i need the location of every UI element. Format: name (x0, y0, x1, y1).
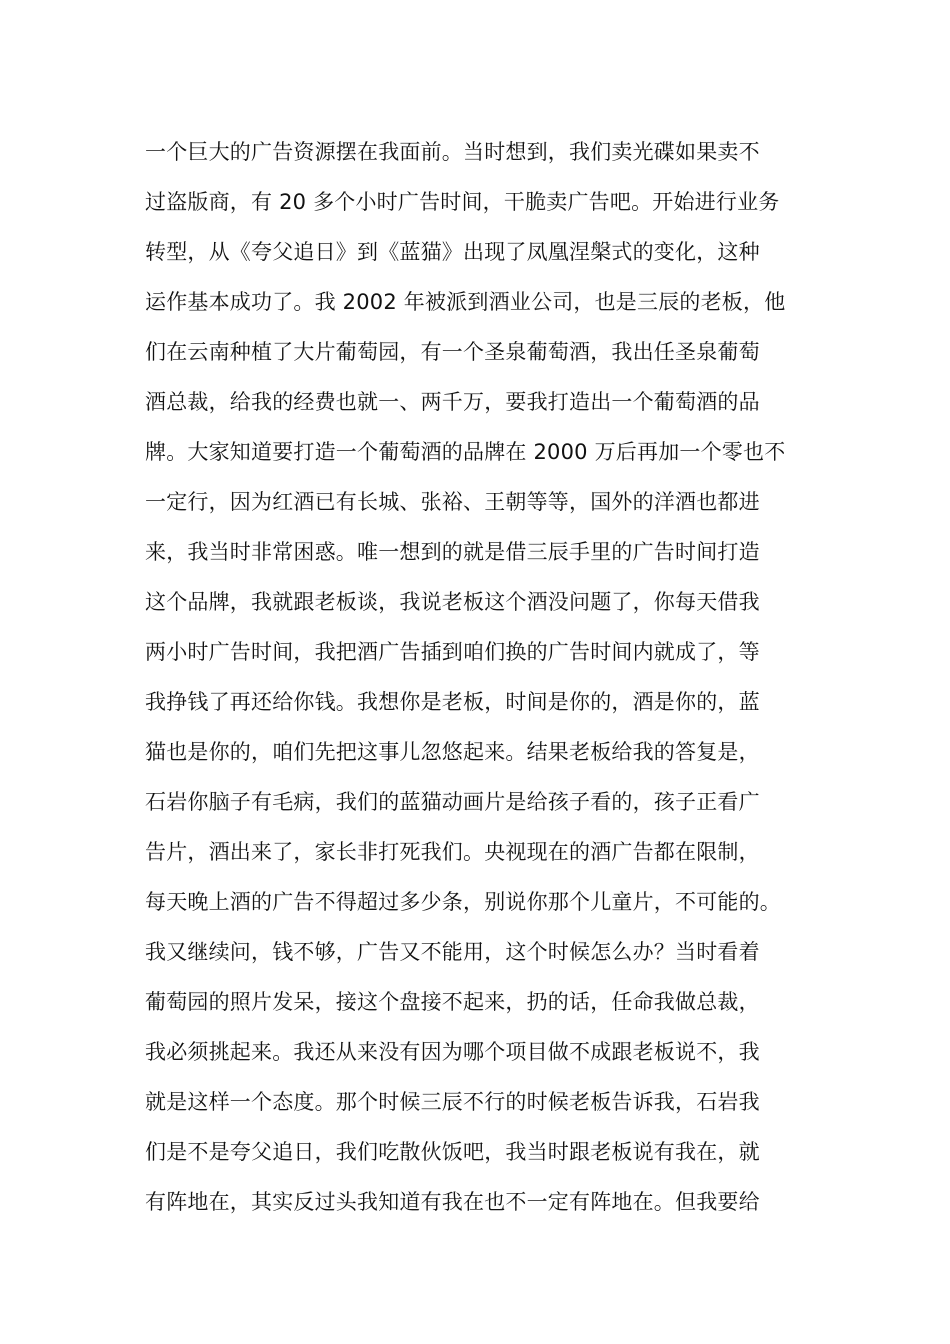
text-line: 两小时广告时间，我把酒广告插到咱们换的广告时间内就成了，等 (145, 640, 760, 664)
text-line: 我又继续问，钱不够，广告又不能用，这个时候怎么办？当时看着 (145, 940, 760, 964)
body-text (145, 134, 845, 1234)
text-line: 一定行，因为红酒已有长城、张裕、王朝等等，国外的洋酒也都进 (145, 490, 760, 514)
text-line: 有阵地在，其实反过头我知道有我在也不一定有阵地在。但我要给 (145, 1190, 760, 1214)
text-line: 就是这样一个态度。那个时候三辰不行的时候老板告诉我，石岩我 (145, 1090, 760, 1114)
text-line: 石岩你脑子有毛病，我们的蓝猫动画片是给孩子看的，孩子正看广 (145, 790, 760, 814)
text-line: 葡萄园的照片发呆，接这个盘接不起来，扔的话，任命我做总裁， (145, 990, 760, 1014)
text-line: 告片，酒出来了，家长非打死我们。央视现在的酒广告都在限制， (145, 840, 760, 864)
text-line: 一个巨大的广告资源摆在我面前。当时想到，我们卖光碟如果卖不 (145, 140, 760, 164)
text-line: 们在云南种植了大片葡萄园，有一个圣泉葡萄酒，我出任圣泉葡萄 (145, 340, 760, 364)
text-line: 这个品牌，我就跟老板谈，我说老板这个酒没问题了，你每天借我 (145, 590, 760, 614)
text-line: 运作基本成功了。我 2002 年被派到酒业公司，也是三辰的老板，他 (145, 290, 786, 314)
text-line: 酒总裁，给我的经费也就一、两千万，要我打造出一个葡萄酒的品 (145, 390, 760, 414)
text-line: 我挣钱了再还给你钱。我想你是老板，时间是你的，酒是你的，蓝 (145, 690, 760, 714)
text-line: 猫也是你的，咱们先把这事儿忽悠起来。结果老板给我的答复是， (145, 740, 760, 764)
text-line: 牌。大家知道要打造一个葡萄酒的品牌在 2000 万后再加一个零也不 (145, 440, 786, 464)
text-line: 过盗版商，有 20 多个小时广告时间，干脆卖广告吧。开始进行业务 (145, 190, 780, 214)
text-line: 我必须挑起来。我还从来没有因为哪个项目做不成跟老板说不，我 (145, 1040, 760, 1064)
text-line: 每天晚上酒的广告不得超过多少条，别说你那个儿童片，不可能的。 (145, 890, 781, 914)
text-line: 转型，从《夸父追日》到《蓝猫》出现了凤凰涅槃式的变化，这种 (145, 240, 760, 264)
text-line: 来，我当时非常困惑。唯一想到的就是借三辰手里的广告时间打造 (145, 540, 760, 564)
text-line: 们是不是夸父追日，我们吃散伙饭吧，我当时跟老板说有我在，就 (145, 1140, 760, 1164)
